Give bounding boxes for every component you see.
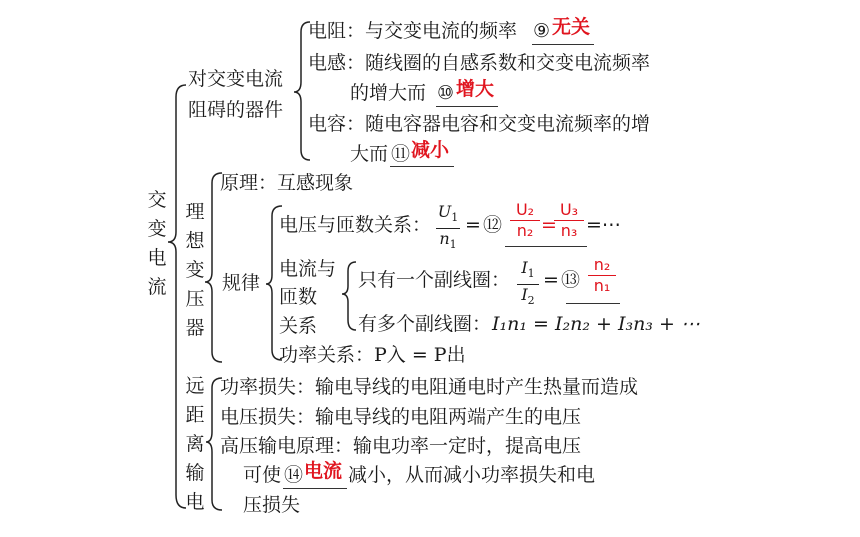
answer-9-underline xyxy=(532,44,594,45)
branch1-brace xyxy=(294,22,310,160)
hv-principle-line1: 高压输电原理：输电功率一定时，提高电压 xyxy=(220,435,582,457)
frac-num: U xyxy=(437,202,452,221)
answer-13-frac-n2-n1 xyxy=(588,256,616,295)
answer-10-underline xyxy=(436,106,498,107)
answer-12-eq: = xyxy=(541,214,557,236)
current-brace xyxy=(342,262,356,330)
answer-12-underline xyxy=(505,246,587,247)
rule-label: 规律 xyxy=(222,272,261,294)
answer-10: 增大 xyxy=(456,78,495,100)
power-relation: 功率关系：P入 = P出 xyxy=(279,344,466,366)
current-label-line3: 关系 xyxy=(279,315,318,337)
capacitor-line2: 大而 xyxy=(350,143,389,165)
blank-number-10: ⑩ xyxy=(437,82,455,104)
principle-text: 原理：互感现象 xyxy=(220,172,354,194)
answer-11: 减小 xyxy=(411,139,450,161)
blank-number-13: ⑬ xyxy=(561,269,581,291)
answer-13-num: n₂ xyxy=(593,255,611,274)
answer-14-underline xyxy=(283,488,347,489)
blank-number-12: ⑫ xyxy=(483,214,503,236)
current-label-line1: 电流与 xyxy=(279,258,337,280)
voltage-tail: =⋯ xyxy=(586,214,621,236)
single-frac-den-sub: 2 xyxy=(527,294,535,307)
answer-12-frac-u3-n3 xyxy=(554,201,584,240)
blank-number-9: ⑨ xyxy=(533,20,551,42)
frac-den-sub: 1 xyxy=(449,238,457,251)
answer-12-frac-u2-n2 xyxy=(510,201,540,240)
answer-12-num: U₂ xyxy=(515,200,535,219)
single-frac-den: I xyxy=(521,285,528,304)
frac-den: n xyxy=(439,229,450,248)
root-label: 交变电流 xyxy=(147,189,167,298)
voltage-loss-text: 电压损失：输电导线的电阻两端产生的电压 xyxy=(220,406,582,428)
blank-number-14: ⑭ xyxy=(284,464,304,486)
voltage-eq: = xyxy=(465,214,481,236)
voltage-label: 电压与匝数关系： xyxy=(279,214,432,236)
current-label-line2: 匝数 xyxy=(279,286,318,308)
answer-13-den: n₁ xyxy=(593,276,611,295)
power-loss-text: 功率损失：输电导线的电阻通电时产生热量而造成 xyxy=(220,376,639,398)
answer-12-den: n₂ xyxy=(516,221,534,240)
inductor-line2: 的增大而 xyxy=(350,82,427,104)
branch3-title: 远距离输电 xyxy=(185,375,205,513)
answer-14: 电流 xyxy=(304,460,343,482)
branch1-title-line2: 阻碍的器件 xyxy=(188,99,284,121)
branch2-title: 理想变压器 xyxy=(185,201,205,339)
multi-coil-label: 有多个副线圈： xyxy=(358,313,492,335)
voltage-frac-u1-n1 xyxy=(436,203,460,254)
hv-principle-post: 减小，从而减小功率损失和电 xyxy=(348,464,596,486)
frac-num-sub: 1 xyxy=(451,211,459,224)
single-frac-num: I xyxy=(521,258,528,277)
single-coil-label: 只有一个副线圈： xyxy=(358,269,511,291)
answer-13-underline xyxy=(566,303,620,304)
answer-12b-num: U₃ xyxy=(559,200,579,219)
branch2-brace xyxy=(205,173,222,362)
current-frac-i1-i2 xyxy=(517,259,539,310)
answer-9: 无关 xyxy=(552,16,591,38)
capacitor-line1: 电容：随电容器电容和交变电流频率的增 xyxy=(308,113,651,135)
single-frac-num-sub: 1 xyxy=(527,267,535,280)
answer-11-underline xyxy=(390,166,454,167)
blank-number-11: ⑪ xyxy=(391,143,411,165)
answer-12b-den: n₃ xyxy=(560,221,578,240)
hv-principle-line3: 压损失 xyxy=(243,494,301,516)
hv-principle-pre: 可使 xyxy=(243,464,282,486)
multi-coil-formula: I₁n₁ = I₂n₂ + I₃n₃ + ⋯ xyxy=(492,313,700,335)
branch1-title-line1: 对交变电流 xyxy=(188,68,284,90)
single-eq: = xyxy=(543,269,559,291)
inductor-line1: 电感：随线圈的自感系数和交变电流频率 xyxy=(308,52,651,74)
resistor-text: 电阻：与交变电流的频率 xyxy=(308,20,518,42)
